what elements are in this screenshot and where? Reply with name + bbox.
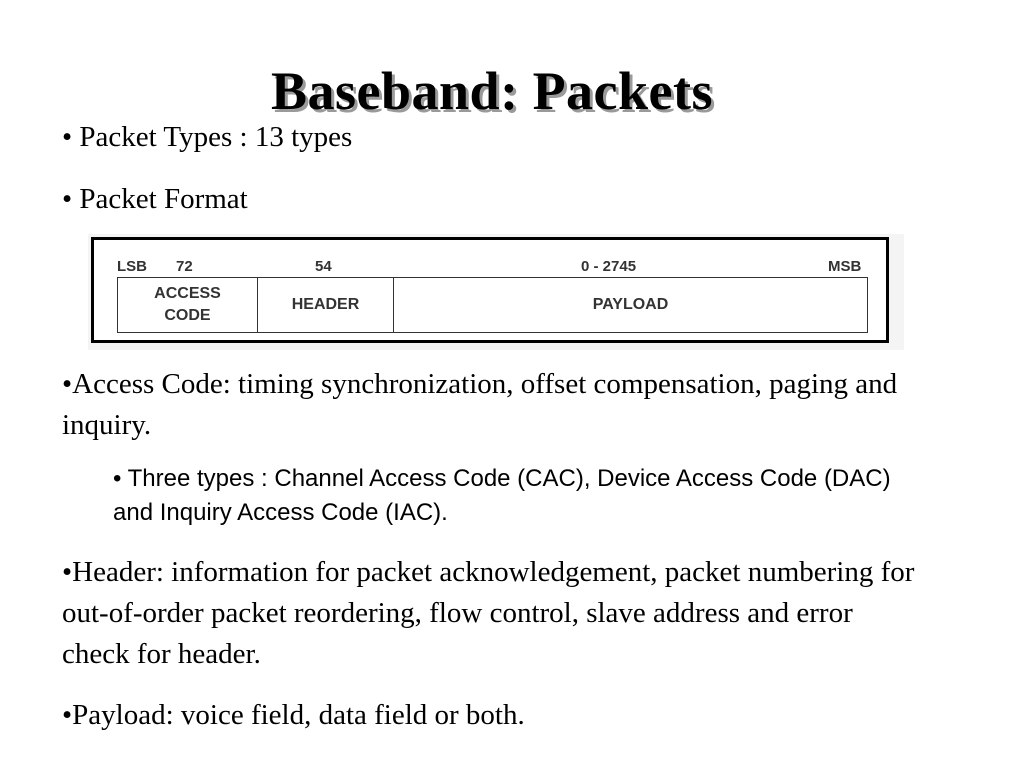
header-field: HEADER (258, 278, 394, 332)
access-code-field: ACCESS CODE (118, 278, 258, 332)
sub-bullet-access-code-types: • Three types : Channel Access Code (CAC), Device Access Code (DAC) and Inquiry Access Code (IAC). (113, 465, 891, 526)
payload-field: PAYLOAD (592, 296, 669, 313)
packet-format-diagram (88, 234, 904, 350)
bullet-packet-types: • Packet Types : 13 types (62, 121, 353, 153)
header-bits-label: 54 (315, 258, 332, 275)
payload-bits-label: 0 - 2745 (581, 258, 637, 275)
bullet-packet-format: • Packet Format (62, 183, 248, 215)
packet-fields (117, 277, 868, 333)
bullet-payload: •Payload: voice field, data field or both. (62, 699, 525, 731)
msb-label: MSB (828, 258, 862, 275)
lsb-label: LSB (117, 258, 147, 275)
bullet-access-code: •Access Code: timing synchronization, offset compensation, paging and inquiry. (62, 368, 898, 441)
packet-format-frame (91, 237, 889, 343)
bullet-header: •Header: information for packet acknowledgement, packet numbering for out-of-order packet reordering, flow control, slave address and error check for header. (62, 556, 915, 670)
access-code-bits-label: 72 (176, 258, 193, 275)
slide-title: Baseband: Packets (270, 61, 714, 122)
